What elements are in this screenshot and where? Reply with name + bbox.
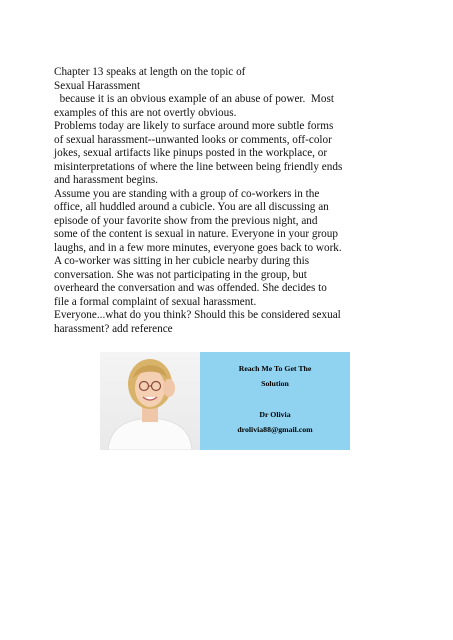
text-line: Assume you are standing with a group of co-workers in the [54, 187, 320, 200]
text-line: misinterpretations of where the line between being friendly ends [54, 160, 343, 173]
contact-panel [200, 352, 350, 450]
text-line: Chapter 13 speaks at length on the topic of [54, 66, 246, 78]
text-line: of sexual harassment--unwanted looks or comments, off-color [54, 133, 332, 146]
ad-contact-email[interactable]: drolivia88@gmail.com [237, 425, 313, 434]
document-body [54, 66, 399, 336]
text-line: Sexual Harassment [54, 79, 141, 92]
text-line: episode of your favorite show from the previous night, and [54, 214, 318, 227]
text-line: conversation. She was not participating in the group, but [54, 268, 307, 281]
text-line: office, all huddled around a cubicle. You are all discussing an [54, 201, 329, 213]
text-line: some of the content is sexual in nature. Everyone in your group [54, 228, 338, 240]
ad-subheadline: Solution [261, 379, 289, 388]
text-line: file a formal complaint of sexual harassment. [54, 295, 257, 308]
text-line: A co-worker was sitting in her cubicle nearby during this [54, 255, 310, 267]
text-line: jokes, sexual artifacts like pinups posted in the workplace, or [54, 147, 328, 159]
text-line: overheard the conversation and was offended. She decides to [54, 282, 327, 294]
text-line: Everyone...what do you think? Should this be considered sexual [54, 309, 341, 321]
woman-portrait-icon [100, 352, 200, 450]
text-line: and harassment begins. [54, 174, 159, 186]
woman-photo [100, 352, 200, 450]
contact-ad-banner[interactable] [100, 352, 350, 450]
text-line: laughs, and in a few more minutes, everyone goes back to work. [54, 241, 342, 254]
text-line: Problems today are likely to surface around more subtle forms [54, 120, 334, 132]
text-line: examples of this are not overtly obvious. [54, 106, 237, 119]
text-line: harassment? add reference [54, 322, 173, 335]
ad-contact-name: Dr Olivia [259, 410, 291, 419]
ad-headline: Reach Me To Get The [238, 364, 312, 373]
text-line: because it is an obvious example of an abuse of power. Most [54, 93, 334, 105]
